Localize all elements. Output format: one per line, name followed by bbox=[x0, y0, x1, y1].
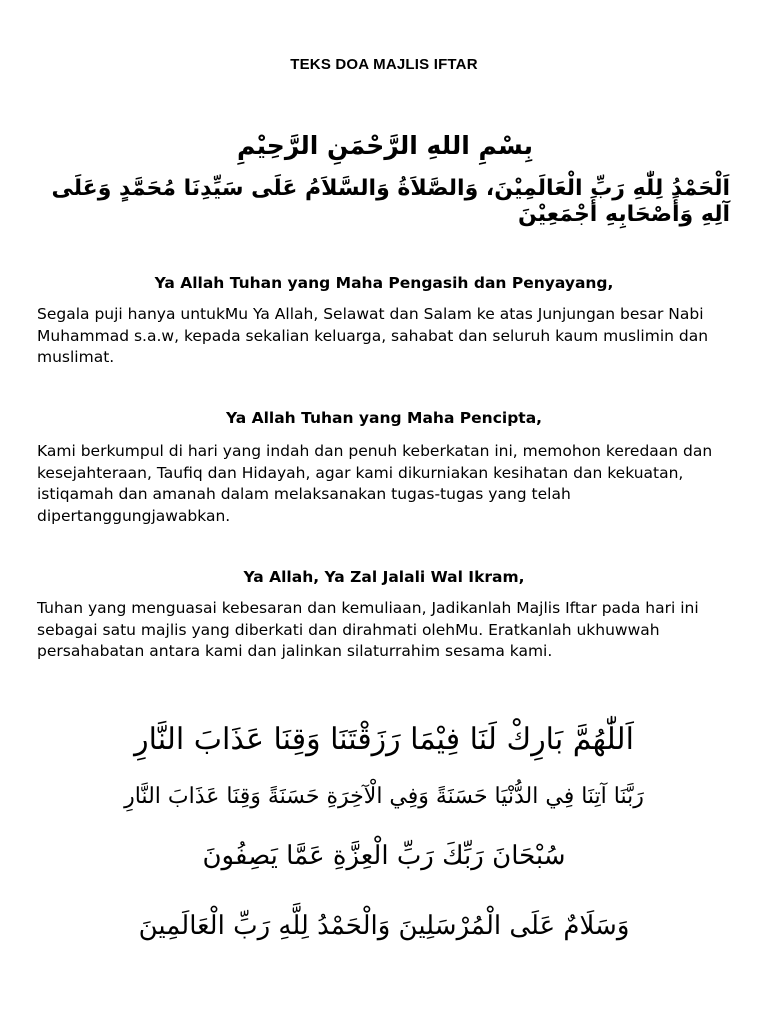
section-body-3: Tuhan yang menguasai kebesaran dan kemuliaan, Jadikanlah Majlis Iftar pada hari ini sebagai satu majlis yang diberkati dan dirahmati olehMu. Eratkanlah ukhuwwah persahabatan antara kami dan jalinkan silaturrahim sesama kami. bbox=[37, 599, 699, 660]
document-title: TEKS DOA MAJLIS IFTAR bbox=[290, 56, 478, 73]
closing-dua-4: وَسَلَامٌ عَلَى الْمُرْسَلِينَ وَالْحَمْدُ لِلَّهِ رَبِّ الْعَالَمِينَ bbox=[138, 911, 630, 941]
section-body-2: Kami berkumpul di hari yang indah dan penuh keberkatan ini, memohon keredaan dan kesejahteraan, Taufiq dan Hidayah, agar kami dikurniakan kesihatan dan kekuatan, istiqamah dan amanah dalam melaksanakan tugas-tugas yang telah dipertanggungjawabkan. bbox=[37, 442, 713, 525]
closing-dua-3: سُبْحَانَ رَبِّكَ رَبِّ الْعِزَّةِ عَمَّا يَصِفُونَ bbox=[202, 841, 566, 871]
section-heading-3: Ya Allah, Ya Zal Jalali Wal Ikram, bbox=[243, 568, 525, 586]
basmala-arabic: بِسْمِ اللهِ الرَّحْمَنِ الرَّحِيْمِ bbox=[237, 131, 533, 160]
closing-dua-2: رَبَّنَا آتِنَا فِي الدُّنْيَا حَسَنَةً وَفِي الْآخِرَةِ حَسَنَةً وَقِنَا عَذَابَ النَّارِ bbox=[124, 784, 644, 809]
opening-praise-arabic: اَلْحَمْدُ لِلّٰهِ رَبِّ الْعَالَمِيْنَ، وَالصَّلاَةُ وَالسَّلاَمُ عَلَى سَيِّدِنَا مُحَمَّدٍ وَعَلَى آلِهِ وَأَصْحَابِهِ أَجْمَعِيْنَ bbox=[51, 176, 730, 227]
section-heading-2: Ya Allah Tuhan yang Maha Pencipta, bbox=[225, 409, 543, 427]
closing-dua-1: اَللّٰهُمَّ بَارِكْ لَنَا فِيْمَا رَزَقْتَنَا وَقِنَا عَذَابَ النَّارِ bbox=[134, 722, 634, 757]
section-body-1: Segala puji hanya untukMu Ya Allah, Selawat dan Salam ke atas Junjungan besar Nabi Muhammad s.a.w, kepada sekalian keluarga, sahabat dan seluruh kaum muslimin dan muslimat. bbox=[37, 305, 709, 366]
section-heading-1: Ya Allah Tuhan yang Maha Pengasih dan Penyayang, bbox=[154, 274, 614, 292]
